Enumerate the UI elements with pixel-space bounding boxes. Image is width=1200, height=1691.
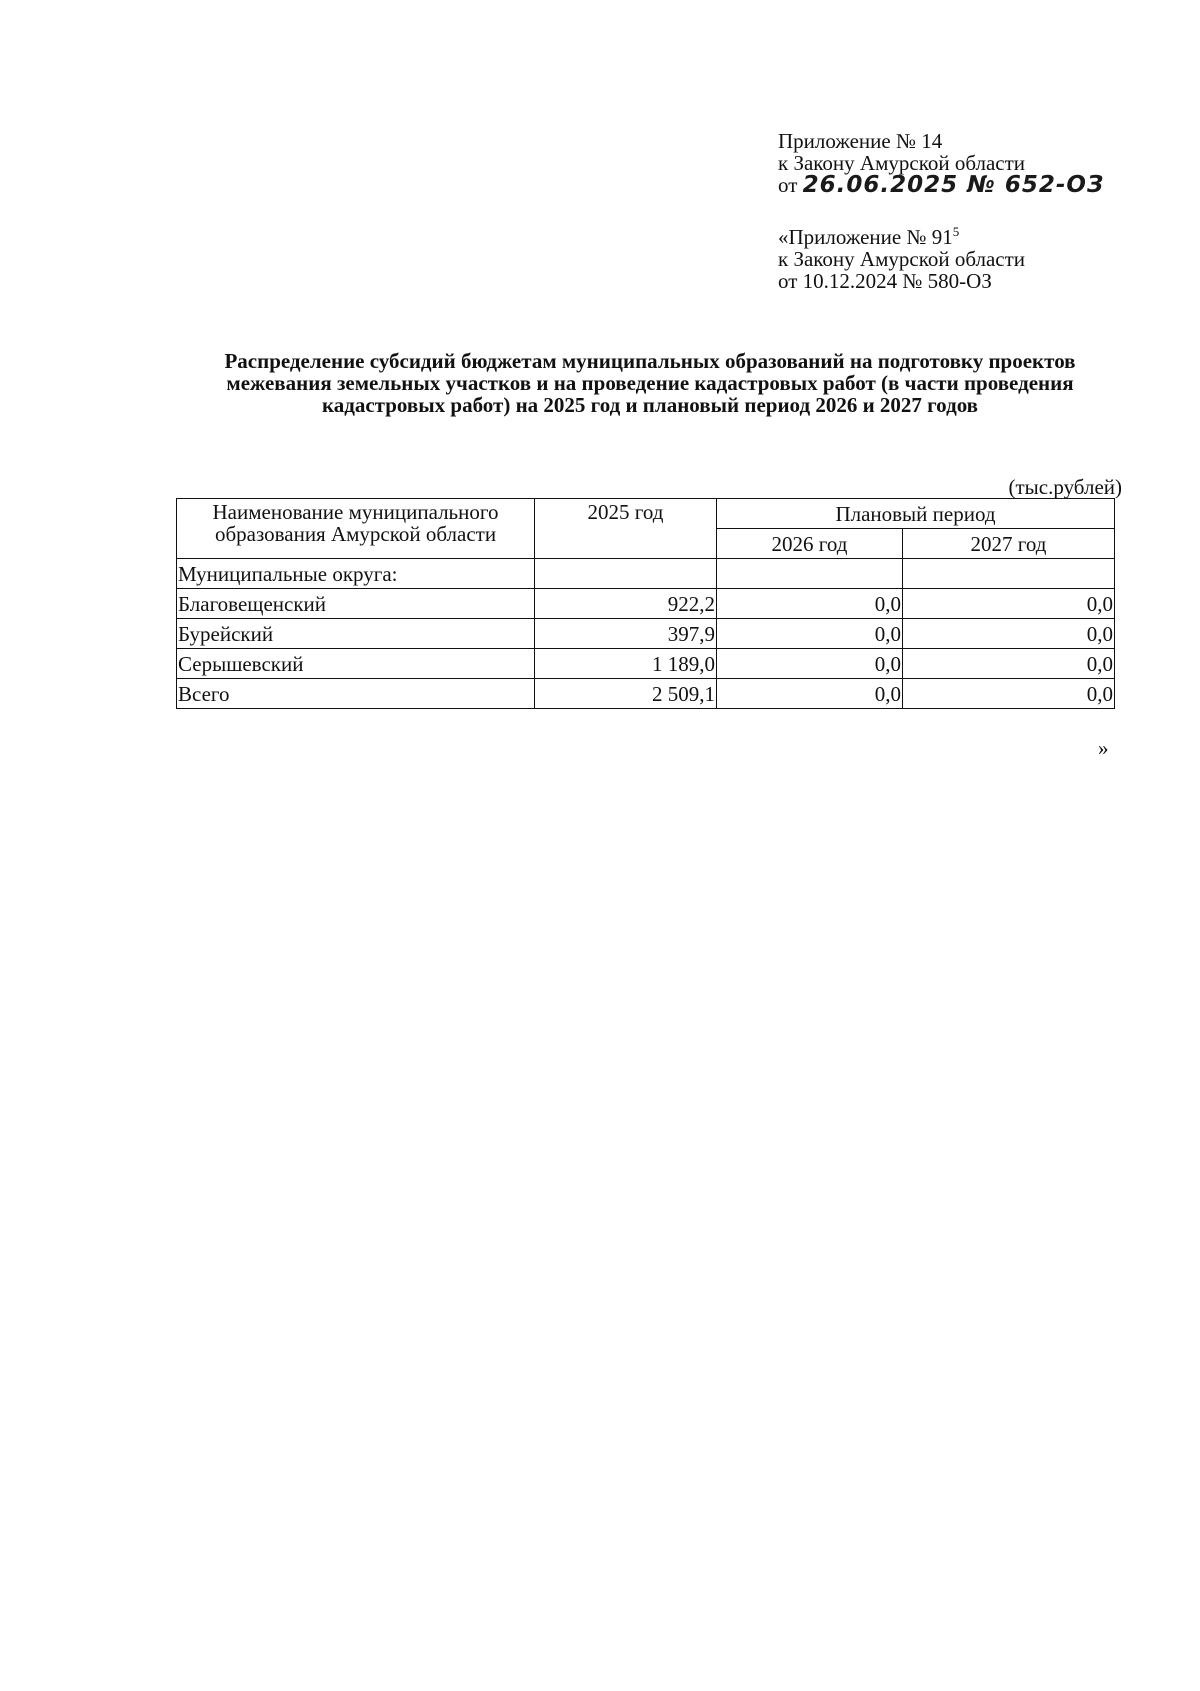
law-date-line <box>778 174 1104 196</box>
document-title: Распределение субсидий бюджетам муниципальных образований на подготовку проектов межевания земельных участков и на проведение кадастровых работ (в части проведения кадастровых работ) на 2025 год и плановый период 2026 и 2027 годов <box>224 349 1076 417</box>
handwritten-date-number: 26.06.2025 № 652-ОЗ <box>802 172 1105 198</box>
appendix-number: Приложение № 14 <box>778 129 943 153</box>
section-empty-2027 <box>903 559 1115 589</box>
row-municipality: Благовещенский <box>177 589 535 619</box>
table-row <box>177 619 1115 649</box>
header-year-2027: 2027 год <box>903 529 1115 559</box>
original-law-date: от 10.12.2024 № 580-ОЗ <box>778 269 992 293</box>
header-year-2026: 2026 год <box>717 529 903 559</box>
total-label: Всего <box>177 679 535 709</box>
appendix-header-original <box>778 226 1025 292</box>
row-value-2026: 0,0 <box>717 649 903 679</box>
table-header-row <box>177 499 1115 529</box>
row-value-2026: 0,0 <box>717 619 903 649</box>
total-value-2025: 2 509,1 <box>535 679 717 709</box>
table-row <box>177 589 1115 619</box>
closing-quote: » <box>1098 736 1109 760</box>
row-value-2026: 0,0 <box>717 589 903 619</box>
appendix-superscript: 5 <box>952 224 960 239</box>
total-value-2027: 0,0 <box>903 679 1115 709</box>
header-year-2025: 2025 год <box>535 499 717 559</box>
row-value-2025: 397,9 <box>535 619 717 649</box>
row-value-2027: 0,0 <box>903 589 1115 619</box>
original-law-reference: к Закону Амурской области <box>778 247 1026 271</box>
table-section-row <box>177 559 1115 589</box>
header-planned-period: Плановый период <box>717 499 1115 529</box>
table-total-row <box>177 679 1115 709</box>
date-prefix: от <box>778 173 798 197</box>
section-label: Муниципальные округа: <box>177 559 535 589</box>
appendix-header-current <box>778 130 1104 196</box>
section-empty-2026 <box>717 559 903 589</box>
table-row <box>177 649 1115 679</box>
row-value-2027: 0,0 <box>903 619 1115 649</box>
row-value-2025: 922,2 <box>535 589 717 619</box>
row-municipality: Бурейский <box>177 619 535 649</box>
original-appendix-label: «Приложение № 91 <box>778 225 953 249</box>
row-municipality: Серышевский <box>177 649 535 679</box>
units-label: (тыс.рублей) <box>1008 475 1122 499</box>
row-value-2027: 0,0 <box>903 649 1115 679</box>
subsidy-table <box>176 498 1115 709</box>
section-empty-2025 <box>535 559 717 589</box>
original-appendix-number <box>778 226 1025 248</box>
header-municipality-name: Наименование муниципального образования Амурской области <box>177 499 535 559</box>
law-reference: к Закону Амурской области <box>778 151 1026 175</box>
row-value-2025: 1 189,0 <box>535 649 717 679</box>
total-value-2026: 0,0 <box>717 679 903 709</box>
